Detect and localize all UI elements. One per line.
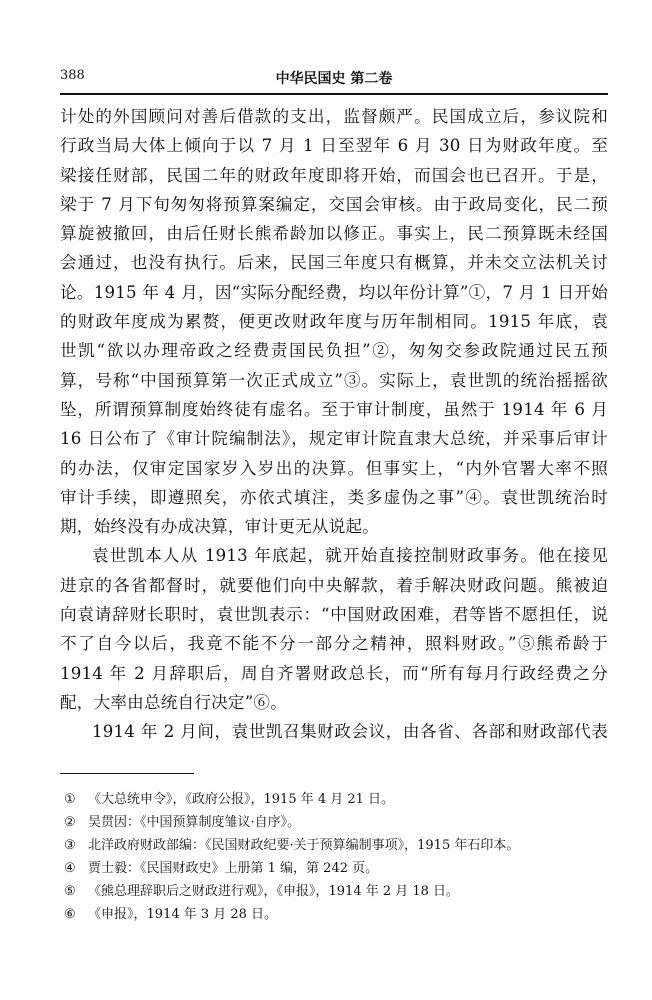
text-line: 行政当局大体上倾向于以 7 月 1 日至翌年 6 月 30 日为财政年度。至 (60, 136, 608, 156)
footnote-text: 贾士毅：《民国财政史》上册第 1 编，第 242 页。 (88, 861, 379, 876)
footnote-text: 吴贯因：《中国预算制度雏议·自序》。 (88, 815, 301, 830)
text-line: 配，大率由总统自行决定”⑥。 (60, 692, 288, 712)
header-rule (60, 93, 608, 95)
text-line: 世凯“欲以办理帝政之经费责国民负担”②，匆匆交参政院通过民五预 (60, 341, 608, 361)
text-line: 进京的各省都督时，就要他们向中央解款，着手解决财政问题。熊被迫 (60, 575, 608, 595)
text-line: 1914 年 2 月辞职后，周自齐署财政总长，而“所有每月行政经费之分 (60, 663, 608, 683)
text-line: 梁于 7 月下旬匆匆将预算案编定，交国会审核。由于政局变化，民二预 (60, 194, 608, 214)
text-line: 梁接任财部，民国二年的财政年度即将开始，而国会也已召开。于是， (60, 165, 608, 185)
text-line: 计处的外国顾问对善后借款的支出，监督颇严。民国成立后，参议院和 (60, 107, 608, 126)
body-text (60, 102, 608, 747)
text-line: 袁世凯本人从 1913 年底起，就开始直接控制财政事务。他在接见 (92, 546, 608, 566)
footnote-text: 《申报》，1914 年 3 月 28 日。 (88, 907, 278, 922)
footnote-mark: ③ (64, 838, 76, 853)
text-line: 向袁请辞财长职时，袁世凯表示：“中国财政困难，君等皆不愿担任，说 (60, 605, 608, 625)
footnote-text: 《大总统申令》，《政府公报》，1915 年 4 月 21 日。 (88, 792, 395, 807)
footnote-text: 北洋政府财政部编：《民国财政纪要·关于预算编制事项》，1915 年石印本。 (88, 838, 520, 853)
footnote (60, 857, 608, 880)
text-line: 算，号称“中国预算第一次正式成立”③。实际上，袁世凯的统治摇摇欲 (60, 370, 608, 390)
running-title: 中华民国史 第二卷 (275, 71, 393, 87)
footnote (60, 788, 608, 811)
text-line: 不了自今以后，我竟不能不分一部分之精神，照料财政。”⑤熊希龄于 (60, 634, 608, 654)
footnote-mark: ① (64, 792, 76, 807)
footnote-rule (60, 773, 194, 774)
text-line: 审计手续，即遵照矣，亦依式填注，类多虚伪之事”④。袁世凯统治时 (60, 487, 608, 507)
text-line: 坠，所谓预算制度始终徒有虚名。至于审计制度，虽然于 1914 年 6 月 (60, 399, 608, 419)
text-line: 的财政年度成为累赘，便更改财政年度与历年制相同。1915 年底，袁 (60, 312, 608, 332)
footnote-mark: ⑤ (64, 884, 76, 899)
page-number: 388 (60, 68, 85, 83)
page-header (60, 68, 608, 90)
text-line: 论。1915 年 4 月，因“实际分配经费，均以年份计算”①，7 月 1 日开始 (60, 282, 608, 302)
footnote-mark: ⑥ (64, 907, 76, 922)
text-line: 算旋被撤回，由后任财长熊希龄加以修正。事实上，民二预算既未经国 (60, 224, 608, 244)
text-line: 1914 年 2 月间，袁世凯召集财政会议，由各省、各部和财政部代表 (92, 722, 608, 742)
footnote (60, 880, 608, 903)
text-line: 期，始终没有办成决算，审计更无从说起。 (60, 517, 380, 537)
text-line: 会通过，也没有执行。后来，民国三年度只有概算，并未交立法机关讨 (60, 253, 608, 273)
footnote-text: 《熊总理辞职后之财政进行观》，《申报》，1914 年 2 月 18 日。 (88, 884, 460, 899)
text-line: 16 日公布了《审计院编制法》，规定审计院直隶大总统，并采事后审计 (60, 429, 608, 449)
footnote (60, 811, 608, 834)
text-line: 的办法，仅审定国家岁入岁出的决算。但事实上，“内外官署大率不照 (60, 458, 608, 478)
footnote (60, 834, 608, 857)
footnote-mark: ④ (64, 861, 76, 876)
footnote-mark: ② (64, 815, 76, 830)
footnote (60, 903, 608, 926)
footnotes (60, 788, 608, 926)
